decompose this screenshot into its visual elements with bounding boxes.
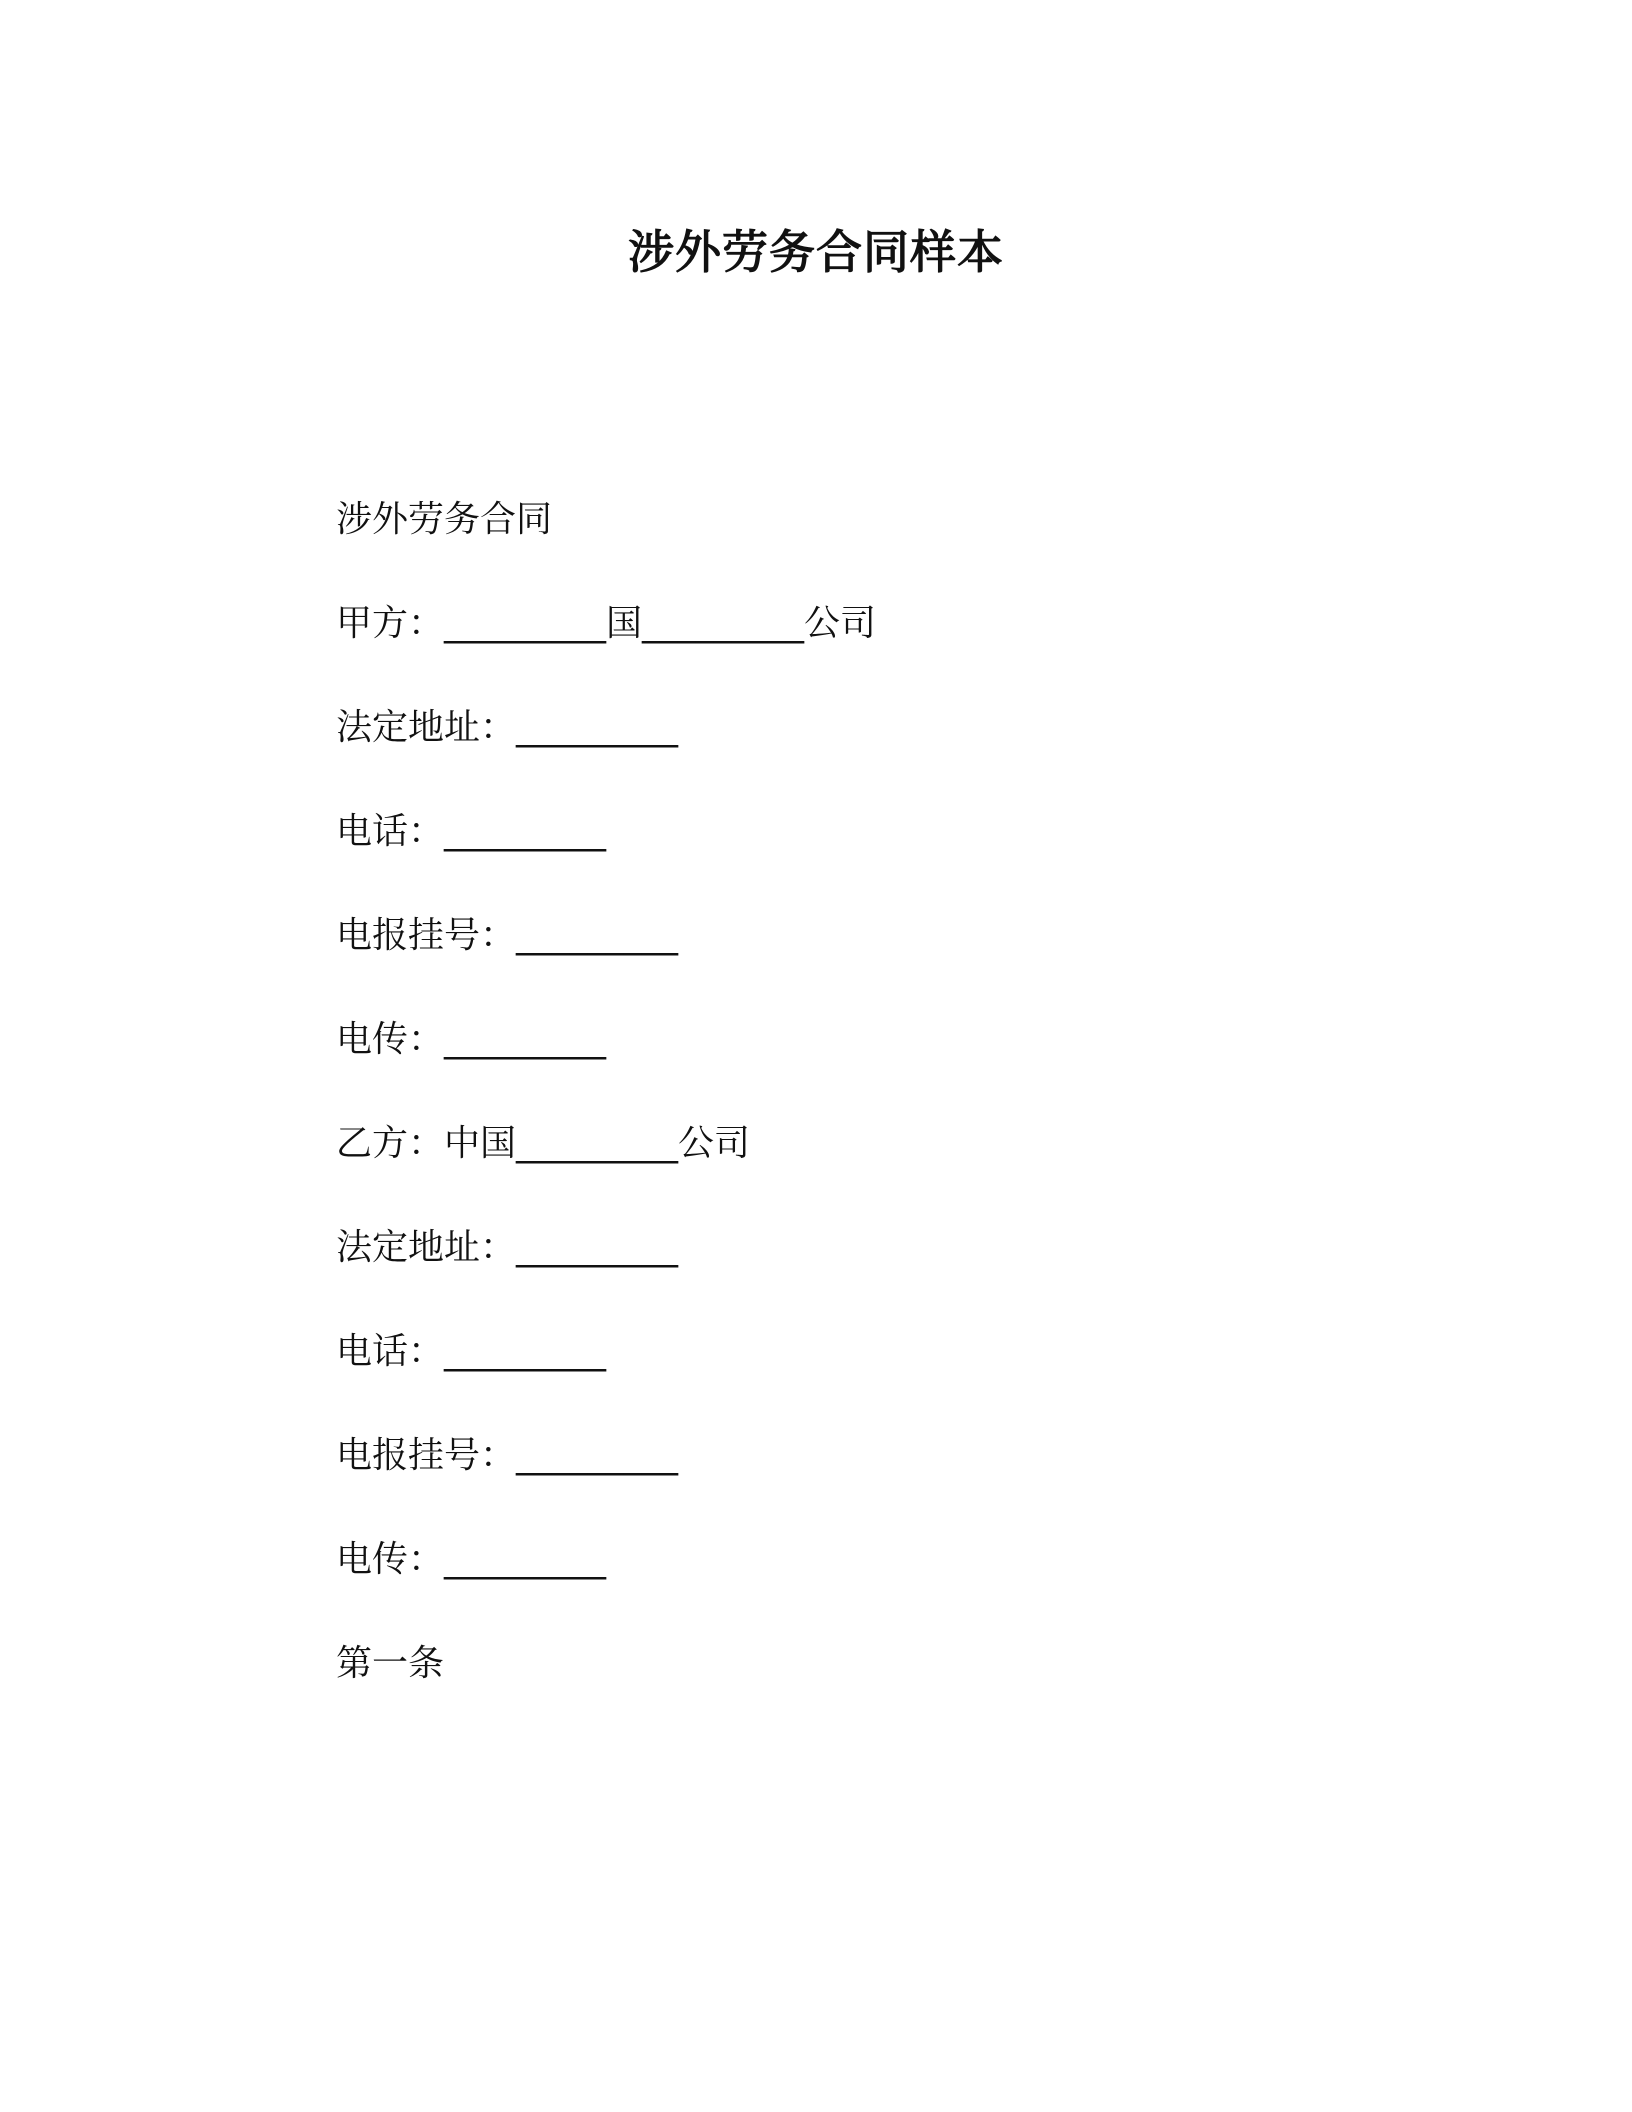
party-b-address-line: 法定地址：_________ <box>336 1227 679 1268</box>
contract-heading: 涉外劳务合同 <box>336 499 553 540</box>
party-b-line: 乙方：中国_________公司 <box>336 1123 751 1164</box>
article-one-heading: 第一条 <box>336 1643 445 1684</box>
party-a-phone-line: 电话：_________ <box>336 811 607 852</box>
party-a-line: 甲方：_________国_________公司 <box>336 603 877 644</box>
party-b-telex-line: 电传：_________ <box>336 1539 607 1580</box>
party-b-phone-line: 电话：_________ <box>336 1331 607 1372</box>
party-a-address-line: 法定地址：_________ <box>336 707 679 748</box>
party-a-telegraph-line: 电报挂号：_________ <box>336 915 679 956</box>
party-b-telegraph-line: 电报挂号：_________ <box>336 1435 679 1476</box>
document-title: 涉外劳务合同样本 <box>628 225 1004 279</box>
document-body <box>336 490 1336 1738</box>
party-a-telex-line: 电传：_________ <box>336 1019 607 1060</box>
